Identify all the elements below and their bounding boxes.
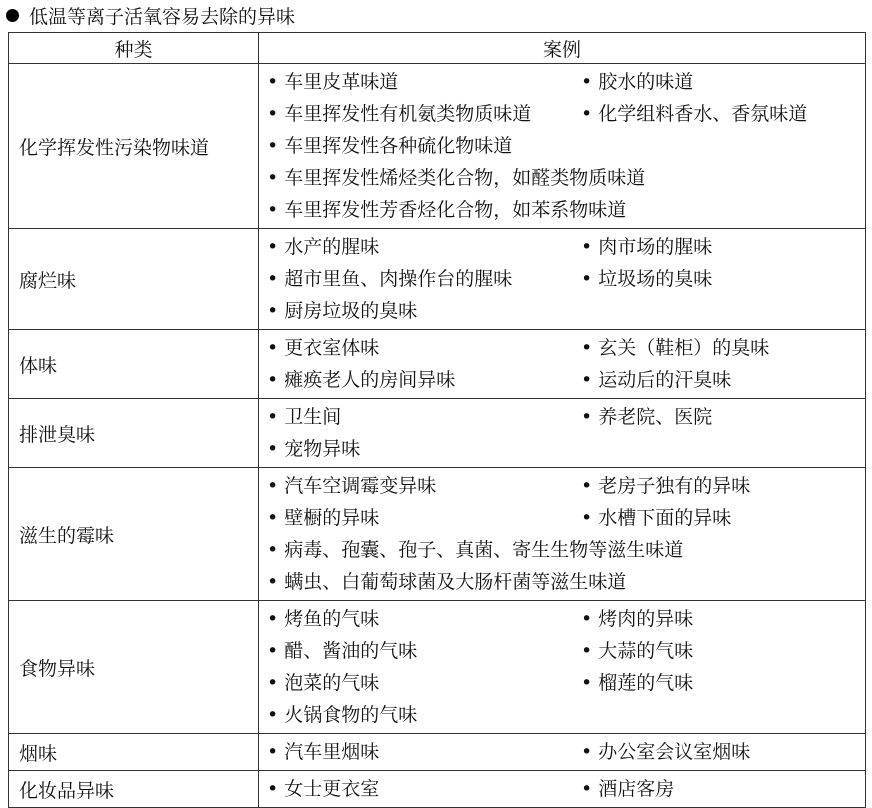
examples-list	[267, 773, 865, 805]
column-header-examples: 案例	[259, 33, 866, 64]
list-item: • 厨房垃圾的臭味	[267, 295, 866, 327]
list-item: • 汽车空调霉变异味	[267, 470, 581, 502]
category-cell: 滋生的霉味	[9, 468, 259, 601]
list-item: • 车里皮革味道	[267, 66, 581, 98]
list-item: • 女士更衣室	[267, 773, 581, 805]
category-cell: 食物异味	[9, 601, 259, 734]
list-item: • 醋、酱油的气味	[267, 635, 581, 667]
category-cell: 化妆品异味	[9, 771, 259, 808]
examples-list	[267, 401, 865, 465]
list-item: • 烤肉的异味	[581, 603, 866, 635]
examples-list	[267, 231, 865, 327]
list-item: • 垃圾场的臭味	[581, 263, 866, 295]
column-header-category: 种类	[9, 33, 259, 64]
examples-list	[267, 332, 865, 396]
table-row	[9, 399, 866, 468]
list-item: • 水产的腥味	[267, 231, 581, 263]
list-item: • 肉市场的腥味	[581, 231, 866, 263]
list-item: • 榴莲的气味	[581, 667, 866, 699]
examples-cell	[259, 601, 866, 734]
category-cell: 烟味	[9, 734, 259, 771]
list-item: • 水槽下面的异味	[581, 502, 866, 534]
list-item: • 宠物异味	[267, 433, 866, 465]
examples-cell	[259, 399, 866, 468]
list-item: • 烤鱼的气味	[267, 603, 581, 635]
category-cell: 体味	[9, 330, 259, 399]
list-item: • 老房子独有的异味	[581, 470, 866, 502]
list-item: • 大蒜的气味	[581, 635, 866, 667]
category-cell: 腐烂味	[9, 229, 259, 330]
table-row	[9, 330, 866, 399]
heading-text: 低温等离子活氧容易去除的异味	[29, 5, 296, 28]
examples-cell	[259, 468, 866, 601]
list-item: • 螨虫、白葡萄球菌及大肠杆菌等滋生味道	[267, 566, 866, 598]
list-item: • 瘫痪老人的房间异味	[267, 364, 581, 396]
table-row	[9, 734, 866, 771]
examples-cell	[259, 229, 866, 330]
odor-table	[8, 32, 866, 808]
list-item: • 更衣室体味	[267, 332, 581, 364]
table-row	[9, 64, 866, 229]
examples-cell	[259, 330, 866, 399]
list-item: • 酒店客房	[581, 773, 866, 805]
category-cell: 排泄臭味	[9, 399, 259, 468]
list-item: • 车里挥发性各种硫化物味道	[267, 130, 866, 162]
list-item: • 泡菜的气味	[267, 667, 581, 699]
list-item: • 壁橱的异味	[267, 502, 581, 534]
list-item: • 汽车里烟味	[267, 736, 581, 768]
list-item: • 运动后的汗臭味	[581, 364, 866, 396]
list-item: • 超市里鱼、肉操作台的腥味	[267, 263, 581, 295]
category-cell: 化学挥发性污染物味道	[9, 64, 259, 229]
list-item: • 胶水的味道	[581, 66, 866, 98]
examples-list	[267, 603, 865, 731]
list-item: • 车里挥发性有机氨类物质味道	[267, 98, 581, 130]
list-item: • 车里挥发性芳香烃化合物，如苯系物味道	[267, 194, 866, 226]
list-item: • 卫生间	[267, 401, 581, 433]
list-item: • 车里挥发性烯烃类化合物，如醛类物质味道	[267, 162, 866, 194]
table-row	[9, 601, 866, 734]
examples-list	[267, 470, 865, 598]
examples-cell	[259, 771, 866, 808]
list-item: • 病毒、孢囊、孢子、真菌、寄生生物等滋生味道	[267, 534, 866, 566]
examples-list	[267, 736, 865, 768]
examples-cell	[259, 734, 866, 771]
examples-cell	[259, 64, 866, 229]
table-header-row	[9, 33, 866, 64]
examples-list	[267, 66, 865, 226]
list-item: • 养老院、医院	[581, 401, 866, 433]
list-item: • 办公室会议室烟味	[581, 736, 866, 768]
table-row	[9, 229, 866, 330]
bullet-icon	[6, 9, 19, 22]
list-item: • 火锅食物的气味	[267, 699, 866, 731]
list-item: • 玄关（鞋柜）的臭味	[581, 332, 866, 364]
table-row	[9, 771, 866, 808]
list-item: • 化学组料香水、香氛味道	[581, 98, 866, 130]
table-row	[9, 468, 866, 601]
page-heading	[6, 2, 295, 28]
